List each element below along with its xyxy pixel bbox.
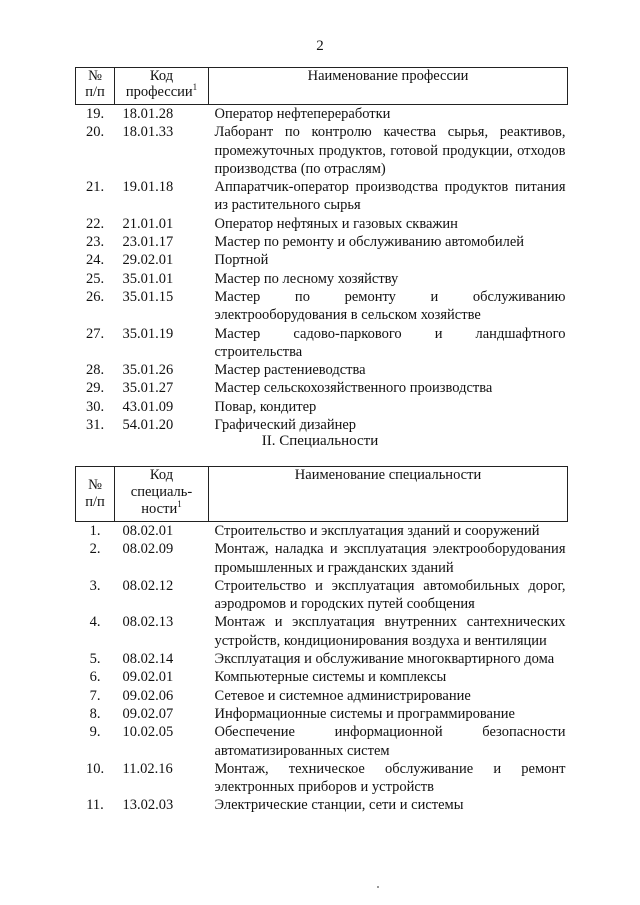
row-name: Мастер растениеводства xyxy=(214,362,366,379)
scan-speck xyxy=(377,886,379,888)
row-name: Электрические станции, сети и системы xyxy=(214,797,464,814)
row-code: 35.01.19 xyxy=(122,325,174,342)
row-code: 08.02.01 xyxy=(122,523,174,539)
page-number: 2 xyxy=(316,38,324,54)
row-name: Компьютерные системы и комплексы xyxy=(214,669,447,686)
row-number: 9. xyxy=(89,724,101,741)
row-name: Обеспечение информационной безопасности автоматизированных систем xyxy=(214,724,566,759)
row-name: Портной xyxy=(214,252,269,269)
row-code: 09.02.06 xyxy=(122,687,174,704)
row-code: 35.01.15 xyxy=(122,288,174,305)
row-code: 18.01.28 xyxy=(122,106,174,122)
table-row xyxy=(76,416,568,434)
header-code-line1: Код xyxy=(149,467,174,483)
row-name: Мастер по ремонту и обслуживанию автомобилей xyxy=(214,234,525,251)
table-row xyxy=(76,361,568,379)
row-name: Повар, кондитер xyxy=(214,398,317,415)
professions-table-body xyxy=(76,105,568,435)
table-row xyxy=(76,796,568,814)
row-name: Эксплуатация и обслуживание многоквартирного дома xyxy=(214,651,555,668)
table-row xyxy=(76,233,568,251)
table-row xyxy=(76,123,568,178)
header-number xyxy=(76,68,115,105)
table-row xyxy=(76,540,568,577)
table-row xyxy=(76,760,568,797)
row-number: 25. xyxy=(85,270,105,287)
table-row xyxy=(76,577,568,614)
table-row xyxy=(76,215,568,233)
row-number: 31. xyxy=(85,417,105,434)
row-number: 29. xyxy=(85,380,105,397)
row-code: 35.01.26 xyxy=(122,362,174,379)
professions-table-header xyxy=(76,68,568,105)
row-code: 35.01.01 xyxy=(122,270,174,287)
header-profession-code xyxy=(115,68,209,105)
table-row xyxy=(76,668,568,686)
header-number-abbr: п/п xyxy=(85,84,105,100)
row-name: Монтаж, техническое обслуживание и ремонт электронных приборов и устройств xyxy=(214,760,566,796)
row-name: Оператор нефтепереработки xyxy=(214,106,391,122)
header-code-line3: ности xyxy=(141,501,178,517)
table-row xyxy=(76,398,568,416)
row-code: 23.01.17 xyxy=(122,234,174,251)
row-number: 28. xyxy=(85,362,105,379)
row-number: 22. xyxy=(85,215,105,232)
row-name: Мастер по лесному хозяйству xyxy=(214,270,399,287)
row-name: Оператор нефтяных и газовых скважин xyxy=(214,215,458,232)
row-number: 26. xyxy=(85,288,105,305)
header-number xyxy=(76,467,115,522)
specialties-table xyxy=(75,466,568,815)
header-specialty-name: Наименование специальности xyxy=(209,467,568,522)
row-number: 4. xyxy=(89,614,101,631)
table-row xyxy=(76,723,568,760)
row-name: Строительство и эксплуатация зданий и сооружений xyxy=(214,523,540,539)
row-name: Мастер по ремонту и обслуживанию электрооборудования в сельском хозяйстве xyxy=(214,288,566,324)
row-number: 23. xyxy=(85,234,105,251)
row-code: 43.01.09 xyxy=(122,398,174,415)
row-code: 13.02.03 xyxy=(122,797,174,814)
table-row xyxy=(76,270,568,288)
row-number: 30. xyxy=(85,398,105,415)
row-code: 35.01.27 xyxy=(122,380,174,397)
table-row xyxy=(76,251,568,269)
row-code: 19.01.18 xyxy=(122,179,174,196)
row-name: Мастер сельскохозяйственного производства xyxy=(214,380,493,397)
row-number: 2. xyxy=(89,541,101,558)
row-number: 10. xyxy=(85,760,105,777)
row-code: 09.02.01 xyxy=(122,669,174,686)
table-row xyxy=(76,379,568,397)
row-code: 21.01.01 xyxy=(122,215,174,232)
row-number: 24. xyxy=(85,252,105,269)
table-row xyxy=(76,288,568,325)
header-code-line1: Код xyxy=(149,68,174,84)
table-row xyxy=(76,325,568,362)
header-profession-name: Наименование профессии xyxy=(209,68,568,105)
row-name: Строительство и эксплуатация автомобильных дорог, аэродромов и городских путей сообщения xyxy=(214,577,566,613)
row-number: 19. xyxy=(85,106,105,122)
footnote-marker: 1 xyxy=(192,82,198,93)
row-name: Аппаратчик-оператор производства продуктов питания из растительного сырья xyxy=(214,179,566,214)
row-code: 10.02.05 xyxy=(122,724,174,741)
row-number: 5. xyxy=(89,651,101,668)
row-code: 08.02.13 xyxy=(122,614,174,631)
row-code: 18.01.33 xyxy=(122,124,174,141)
row-name: Сетевое и системное администрирование xyxy=(214,687,471,704)
header-code-line2: профессии xyxy=(125,84,193,100)
row-name: Монтаж и эксплуатация внутренних сантехнических устройств, кондиционирования воздуха и вентиляции xyxy=(214,614,566,649)
header-code-line2: специаль- xyxy=(130,484,193,500)
specialties-table-body xyxy=(76,522,568,815)
row-code: 08.02.14 xyxy=(122,651,174,668)
footnote-marker: 1 xyxy=(177,499,182,510)
row-name: Монтаж, наладка и эксплуатация электрооборудования промышленных и гражданских зданий xyxy=(214,541,566,576)
row-code: 29.02.01 xyxy=(122,252,174,269)
table-row xyxy=(76,178,568,215)
header-number-symbol: № xyxy=(88,477,102,493)
row-number: 8. xyxy=(89,705,101,722)
table-row xyxy=(76,650,568,668)
specialties-table-header xyxy=(76,467,568,522)
row-number: 27. xyxy=(85,325,105,342)
row-number: 20. xyxy=(85,124,105,141)
row-name: Мастер садово-паркового и ландшафтного строительства xyxy=(214,325,566,360)
header-number-abbr: п/п xyxy=(85,494,105,510)
table-row xyxy=(76,687,568,705)
row-number: 11. xyxy=(86,797,104,814)
table-row xyxy=(76,613,568,650)
table-row xyxy=(76,522,568,541)
header-specialty-code xyxy=(115,467,209,522)
table-row xyxy=(76,705,568,723)
row-name: Графический дизайнер xyxy=(214,417,357,434)
section-heading-specialties: II. Специальности xyxy=(261,433,379,449)
row-number: 21. xyxy=(85,179,105,196)
row-code: 08.02.12 xyxy=(122,577,174,594)
row-number: 6. xyxy=(89,669,101,686)
row-code: 54.01.20 xyxy=(122,417,174,434)
row-code: 09.02.07 xyxy=(122,705,174,722)
row-code: 08.02.09 xyxy=(122,541,174,558)
professions-table xyxy=(75,67,568,434)
row-name: Лаборант по контролю качества сырья, реактивов, промежуточных продуктов, готовой продукции, отходов производства (по отраслям) xyxy=(214,124,566,177)
row-number: 3. xyxy=(89,577,101,594)
table-row xyxy=(76,105,568,124)
row-number: 7. xyxy=(89,687,101,704)
row-number: 1. xyxy=(89,523,101,539)
row-name: Информационные системы и программирование xyxy=(214,705,515,722)
header-number-symbol: № xyxy=(88,68,102,84)
row-code: 11.02.16 xyxy=(122,760,173,777)
